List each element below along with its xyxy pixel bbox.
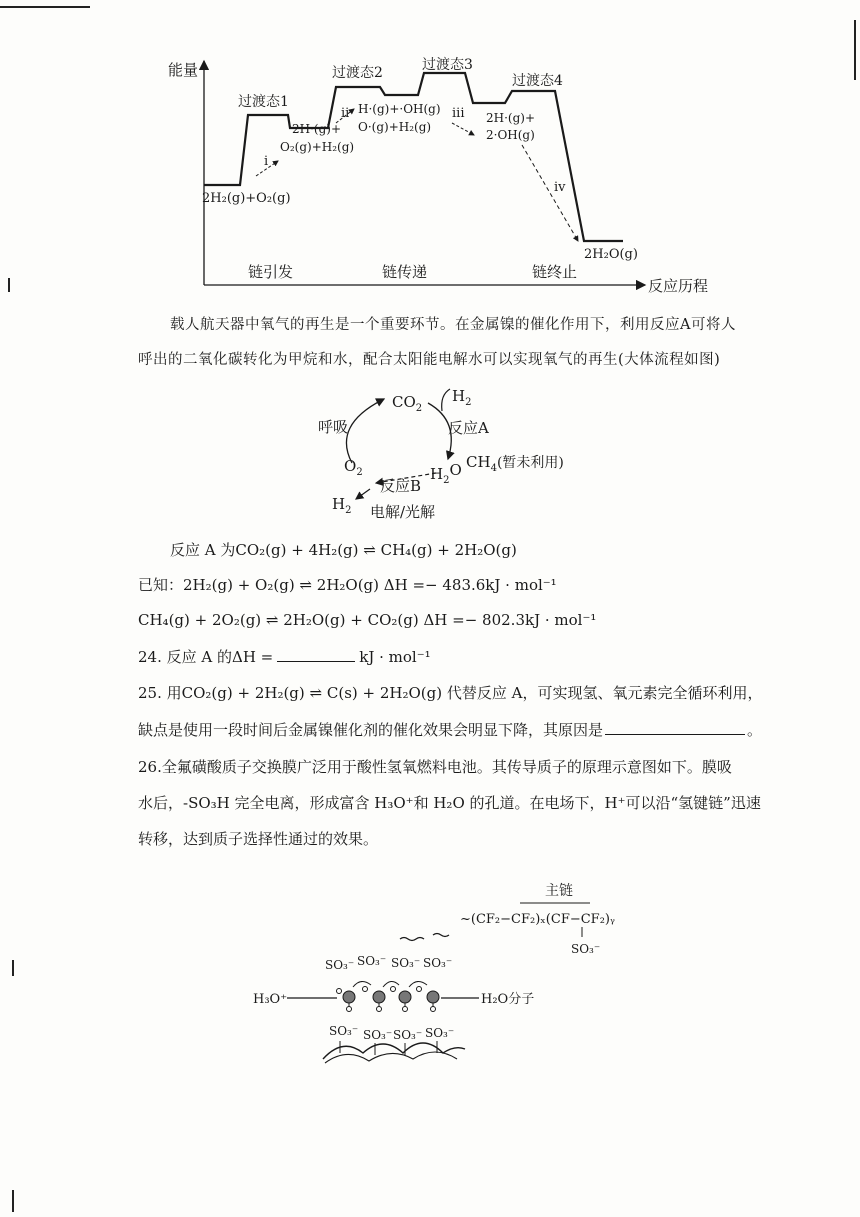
- q25-line-1: 25. 用CO₂(g) + 2H₂(g) ⇌ C(s) + 2H₂O(g) 代替反应 A，可实现氢、氧元素完全循环利用，: [138, 684, 763, 702]
- step-i-label: i: [264, 154, 269, 169]
- h-atom: [337, 989, 342, 994]
- so3-bottom-1: SO₃⁻: [329, 1024, 359, 1038]
- h2o-molecule-label: H₂O分子: [481, 992, 535, 1007]
- q25-text: 缺点是使用一段时间后金属镍催化剂的催化效果会明显下降，其原因是: [138, 721, 604, 739]
- water-molecule-1: [343, 991, 355, 1003]
- q25-line-2: [138, 720, 762, 740]
- membrane-diagram: [245, 875, 665, 1075]
- ts3-label: 过渡态3: [422, 57, 473, 73]
- q24-prefix: 24. 反应 A 的ΔH =: [138, 648, 274, 666]
- h3o-label: H₃O⁺: [253, 992, 288, 1007]
- proton-hop-arrow-2: [383, 981, 399, 987]
- polymer-tail-1: [400, 938, 424, 941]
- h-atom: [417, 987, 422, 992]
- so3-top-2: SO₃⁻: [357, 954, 387, 968]
- q26-line-1: 26.全氟磺酸质子交换膜广泛用于酸性氢氧燃料电池。其传导质子的原理示意图如下。膜吸: [138, 758, 732, 776]
- intro-line-2: 呼出的二氧化碳转化为甲烷和水，配合太阳能电解水可以实现氧气的再生(大体流程如图): [138, 352, 721, 368]
- y-axis-label: 能量: [168, 61, 199, 79]
- int1-line2: O₂(g)+H₂(g): [280, 140, 355, 154]
- reaction-a-label: 反应A: [448, 419, 489, 437]
- int3-line2: 2·OH(g): [486, 128, 535, 142]
- step-iv-label: iv: [554, 180, 566, 195]
- q26-line-3: 转移，达到质子选择性通过的效果。: [138, 830, 379, 848]
- reaction-b-label: 反应B: [380, 477, 422, 495]
- respiration-label: 呼吸: [318, 418, 349, 436]
- water-molecule-3: [399, 991, 411, 1003]
- membrane-backbone-2: [325, 1052, 457, 1063]
- proton-hop-arrow-3: [409, 981, 427, 987]
- water-molecule-4: [427, 991, 439, 1003]
- scan-mark-top: [0, 6, 90, 8]
- polymer-formula: ~(CF₂−CF₂)ₓ(CF−CF₂)ᵧ: [460, 912, 615, 927]
- scan-mark-left-2: [12, 960, 14, 976]
- co2-label: $CO_2$: [392, 393, 423, 414]
- intro-line-1: 载人航天器中氧气的再生是一个重要环节。在金属镍的催化作用下，利用反应A可将人: [170, 317, 736, 333]
- reactant-label: 2H₂(g)+O₂(g): [202, 191, 291, 206]
- scan-mark-left-1: [8, 278, 10, 292]
- main-chain-label: 主链: [545, 883, 573, 899]
- scan-mark-right: [854, 20, 856, 80]
- h2-release-arrow: [356, 489, 370, 499]
- q25-end: 。: [747, 721, 763, 739]
- electrolysis-label: 电解/光解: [370, 503, 436, 521]
- stage-initiation: 链引发: [248, 263, 294, 281]
- int1-line1: 2H·(g)+: [292, 122, 342, 136]
- ts1-label: 过渡态1: [238, 94, 289, 110]
- step-iv-arrow: [522, 145, 578, 241]
- membrane-backbone: [323, 1043, 465, 1059]
- o2-label: $O_2$: [344, 457, 363, 478]
- int3-line1: 2H·(g)+: [486, 111, 536, 125]
- so3-bottom-2: SO₃⁻: [363, 1028, 393, 1042]
- step-ii-label: ii: [341, 106, 350, 121]
- ch4-label: $CH_4$(暂未利用): [466, 453, 564, 474]
- stage-termination: 链终止: [532, 263, 578, 281]
- polymer-tail-2: [433, 934, 449, 937]
- h2-feed-line: [442, 389, 450, 411]
- so3-bottom-3: SO₃⁻: [393, 1028, 423, 1042]
- so3-bottom-4: SO₃⁻: [425, 1026, 455, 1040]
- energy-profile-diagram: [160, 55, 720, 300]
- water-molecule-2: [373, 991, 385, 1003]
- reaction-a-equation: 反应 A 为CO₂(g) + 4H₂(g) ⇌ CH₄(g) + 2H₂O(g): [170, 541, 517, 559]
- proton-hop-arrow-1: [353, 981, 371, 987]
- q26-line-2: 水后，-SO₃H 完全电离，形成富含 H₃O⁺和 H₂O 的孔道。在电场下，H⁺可以沿“氢键链”迅速: [138, 794, 761, 812]
- h2-top-label: $H_2$: [452, 387, 472, 408]
- step-iii-label: iii: [452, 106, 465, 121]
- h-atom: [363, 987, 368, 992]
- h-atom: [377, 1007, 382, 1012]
- q24-suffix: kJ · mol⁻¹: [359, 648, 431, 666]
- h-atom: [431, 1007, 436, 1012]
- q24-answer-blank[interactable]: [277, 661, 355, 662]
- so3-top-3: SO₃⁻: [391, 956, 421, 970]
- int2-line2: O·(g)+H₂(g): [358, 120, 432, 134]
- scan-mark-left-3: [12, 1190, 14, 1212]
- product-label: 2H₂O(g): [584, 247, 638, 262]
- h2o-label: $H_2O$: [430, 461, 462, 486]
- stage-propagation: 链传递: [382, 263, 428, 281]
- q25-answer-blank[interactable]: [605, 734, 745, 735]
- ts4-label: 过渡态4: [512, 73, 563, 89]
- so3-top-1: SO₃⁻: [325, 958, 355, 972]
- h-atom: [347, 1007, 352, 1012]
- int2-line1: H·(g)+·OH(g): [358, 102, 441, 116]
- h-atom: [403, 1007, 408, 1012]
- side-group-label: SO₃⁻: [571, 942, 601, 956]
- known-equation-1: 已知：2H₂(g) + O₂(g) ⇌ 2H₂O(g) ΔH =− 483.6kJ · mol⁻¹: [138, 576, 557, 594]
- oxygen-cycle-diagram: [300, 385, 600, 525]
- ts2-label: 过渡态2: [332, 65, 383, 81]
- step-iii-arrow: [452, 123, 474, 135]
- x-axis-label: 反应历程: [648, 277, 709, 295]
- question-24: [138, 647, 431, 667]
- h-atom: [391, 987, 396, 992]
- h2-bottom-label: $H_2$: [332, 495, 352, 516]
- so3-top-4: SO₃⁻: [423, 956, 453, 970]
- water-chain: [337, 981, 440, 1011]
- known-equation-2: CH₄(g) + 2O₂(g) ⇌ 2H₂O(g) + CO₂(g) ΔH =− 802.3kJ · mol⁻¹: [138, 611, 597, 629]
- respiration-arc: [346, 399, 384, 463]
